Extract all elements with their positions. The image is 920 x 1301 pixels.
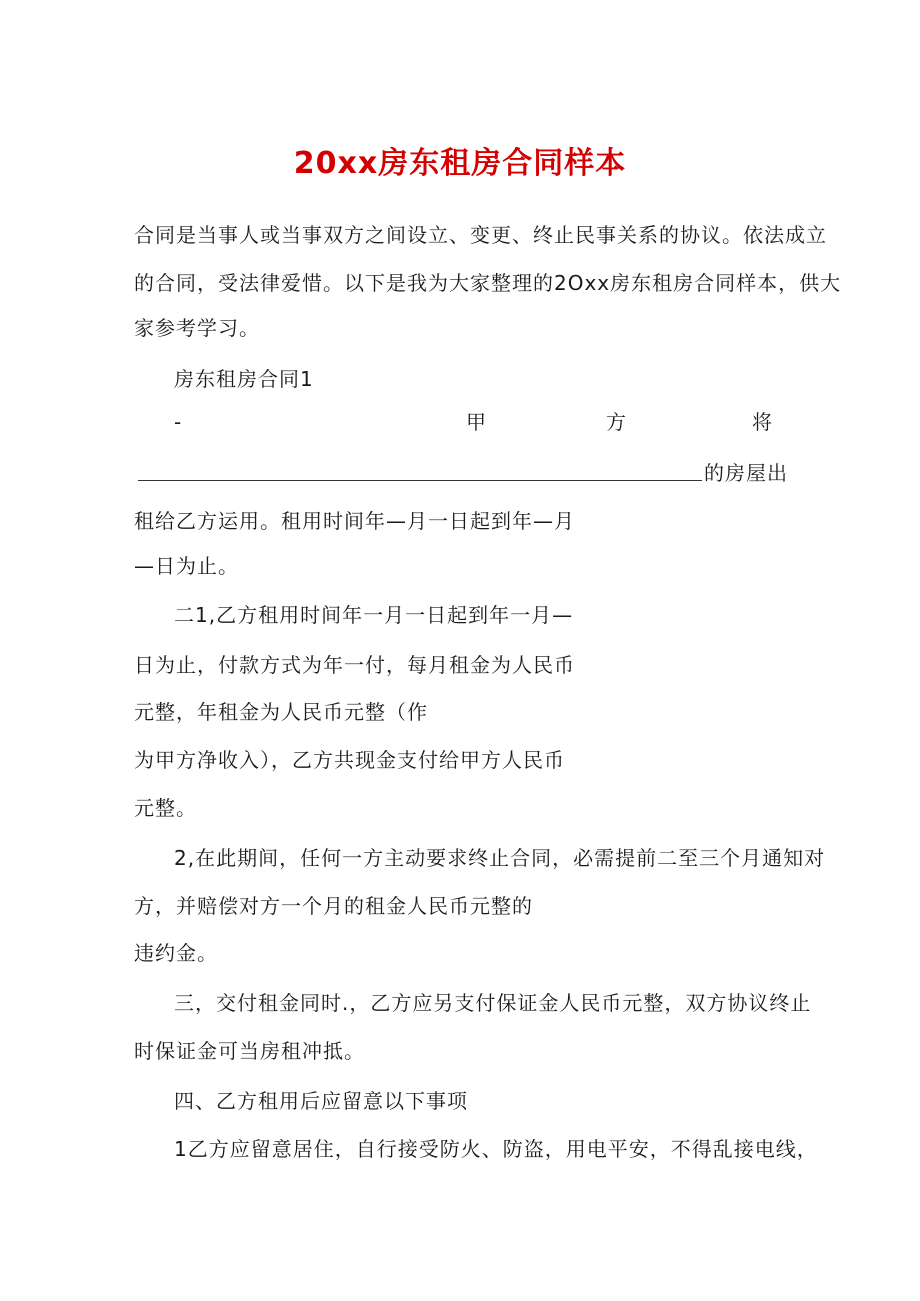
clause-two-b-line-2: 方，并赔偿对方一个月的租金人民币元整的 xyxy=(134,894,533,918)
clause-one-word-a: 甲 xyxy=(466,410,486,434)
clause-one-line-3: —日为止。 xyxy=(134,554,239,578)
clause-four-heading: 四、乙方租用后应留意以下事项 xyxy=(174,1089,468,1113)
clause-three-line-2: 时保证金可当房租冲抵。 xyxy=(134,1039,365,1063)
clause-two-line-5: 元整。 xyxy=(134,796,197,820)
clause-four-item-1: 1乙方应留意居住，自行接受防火、防盗，用电平安，不得乱接电线， xyxy=(174,1137,818,1161)
clause-one-line-2: 租给乙方运用。租用时间年—月一日起到年—月 xyxy=(134,509,575,533)
intro-line-2: 的合同，受法律爱惜。以下是我为大家整理的2Oxx房东租房合同样本，供大 xyxy=(134,271,842,295)
clause-two-line-2: 日为止，付款方式为年一付，每月租金为人民币 xyxy=(134,653,575,677)
clause-two-line-1: 二1,乙方租用时间年一月一日起到年一月— xyxy=(174,603,574,627)
intro-line-1: 合同是当事人或当事双方之间设立、变更、终止民事关系的协议。依法成立 xyxy=(134,223,827,247)
clause-one-dash: - xyxy=(174,410,182,434)
clause-two-b-line-3: 违约金。 xyxy=(134,941,218,965)
intro-line-3: 家参考学习。 xyxy=(134,316,260,340)
clause-two-line-4: 为甲方净收入），乙方共现金支付给甲方人民币 xyxy=(134,748,565,772)
clause-three-line-1: 三，交付租金同时.，乙方应另支付保证金人民币元整，双方协议终止 xyxy=(174,991,812,1015)
document-title: 20xx房东租房合同样本 xyxy=(293,146,627,181)
clause-one-word-b: 方 xyxy=(606,410,626,434)
clause-one-after-blank: 的房屋出 xyxy=(704,461,788,485)
fill-in-blank-line xyxy=(138,480,702,481)
clause-one-word-c: 将 xyxy=(752,410,772,434)
clause-two-line-3: 元整，年租金为人民币元整（作 xyxy=(134,700,428,724)
clause-two-b-line-1: 2,在此期间，任何一方主动要求终止合同，必需提前二至三个月通知对 xyxy=(174,846,826,870)
contract-heading: 房东租房合同1 xyxy=(174,367,314,391)
